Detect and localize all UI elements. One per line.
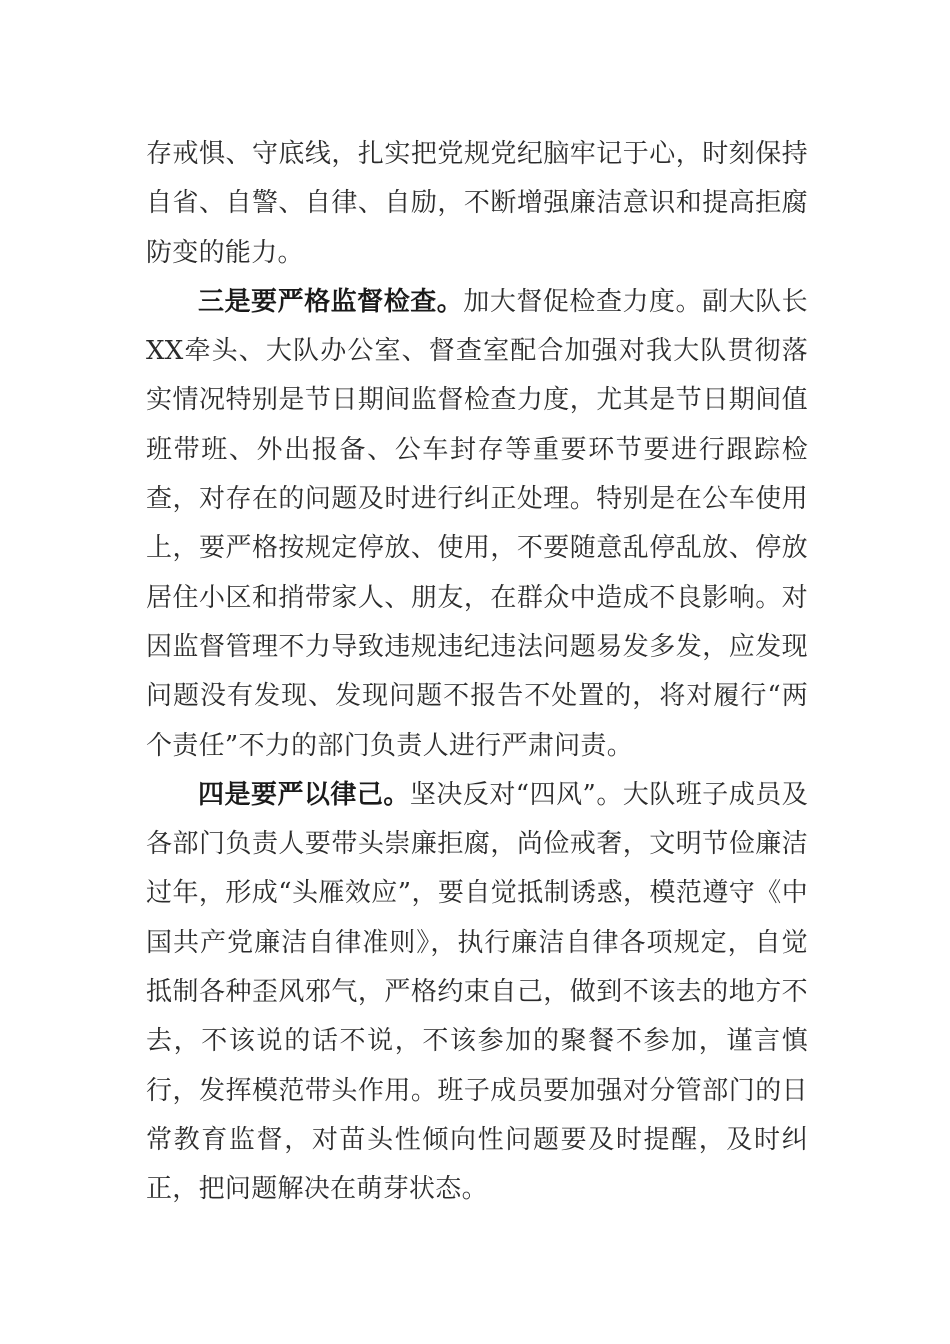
paragraph-2-heading: 三是要严格监督检查。 bbox=[198, 286, 464, 317]
paragraph-3-heading: 四是要严以律己。 bbox=[198, 779, 410, 810]
document-body bbox=[146, 130, 808, 1215]
paragraph-1-text: 存戒惧、守底线，扎实把党规党纪脑牢记于心，时刻保持自省、自警、自律、自励，不断增强廉洁意识和提高拒腐防变的能力。 bbox=[146, 139, 808, 268]
paragraph-self-discipline bbox=[146, 771, 808, 1215]
paragraph-2-text: 加大督促检查力度。副大队长XX牵头、大队办公室、督查室配合加强对我大队贯彻落实情况特别是节日期间监督检查力度，尤其是节日期间值班带班、外出报备、公车封存等重要环节要进行跟踪检查，对存在的问题及时进行纠正处理。特别是在公车使用上，要严格按规定停放、使用，不要随意乱停乱放、停放居住小区和捎带家人、朋友，在群众中造成不良影响。对因监督管理不力导致违规违纪违法问题易发多发，应发现问题没有发现、发现问题不报告不处置的，将对履行“两个责任”不力的部门负责人进行严肃问责。 bbox=[146, 286, 808, 761]
paragraph-supervision bbox=[146, 278, 808, 771]
paragraph-3-text: 坚决反对“四风”。大队班子成员及各部门负责人要带头崇廉拒腐，尚俭戒奢，文明节俭廉洁过年，形成“头雁效应”，要自觉抵制诱惑，模范遵守《中国共产党廉洁自律准则》，执行廉洁自律各项规定，自觉抵制各种歪风邪气，严格约束自己，做到不该去的地方不去，不该说的话不说，不该参加的聚餐不参加，谨言慎行，发挥模范带头作用。班子成员要加强对分管部门的日常教育监督，对苗头性倾向性问题要及时提醒，及时纠正，把问题解决在萌芽状态。 bbox=[146, 779, 809, 1205]
paragraph-continued bbox=[146, 130, 808, 278]
